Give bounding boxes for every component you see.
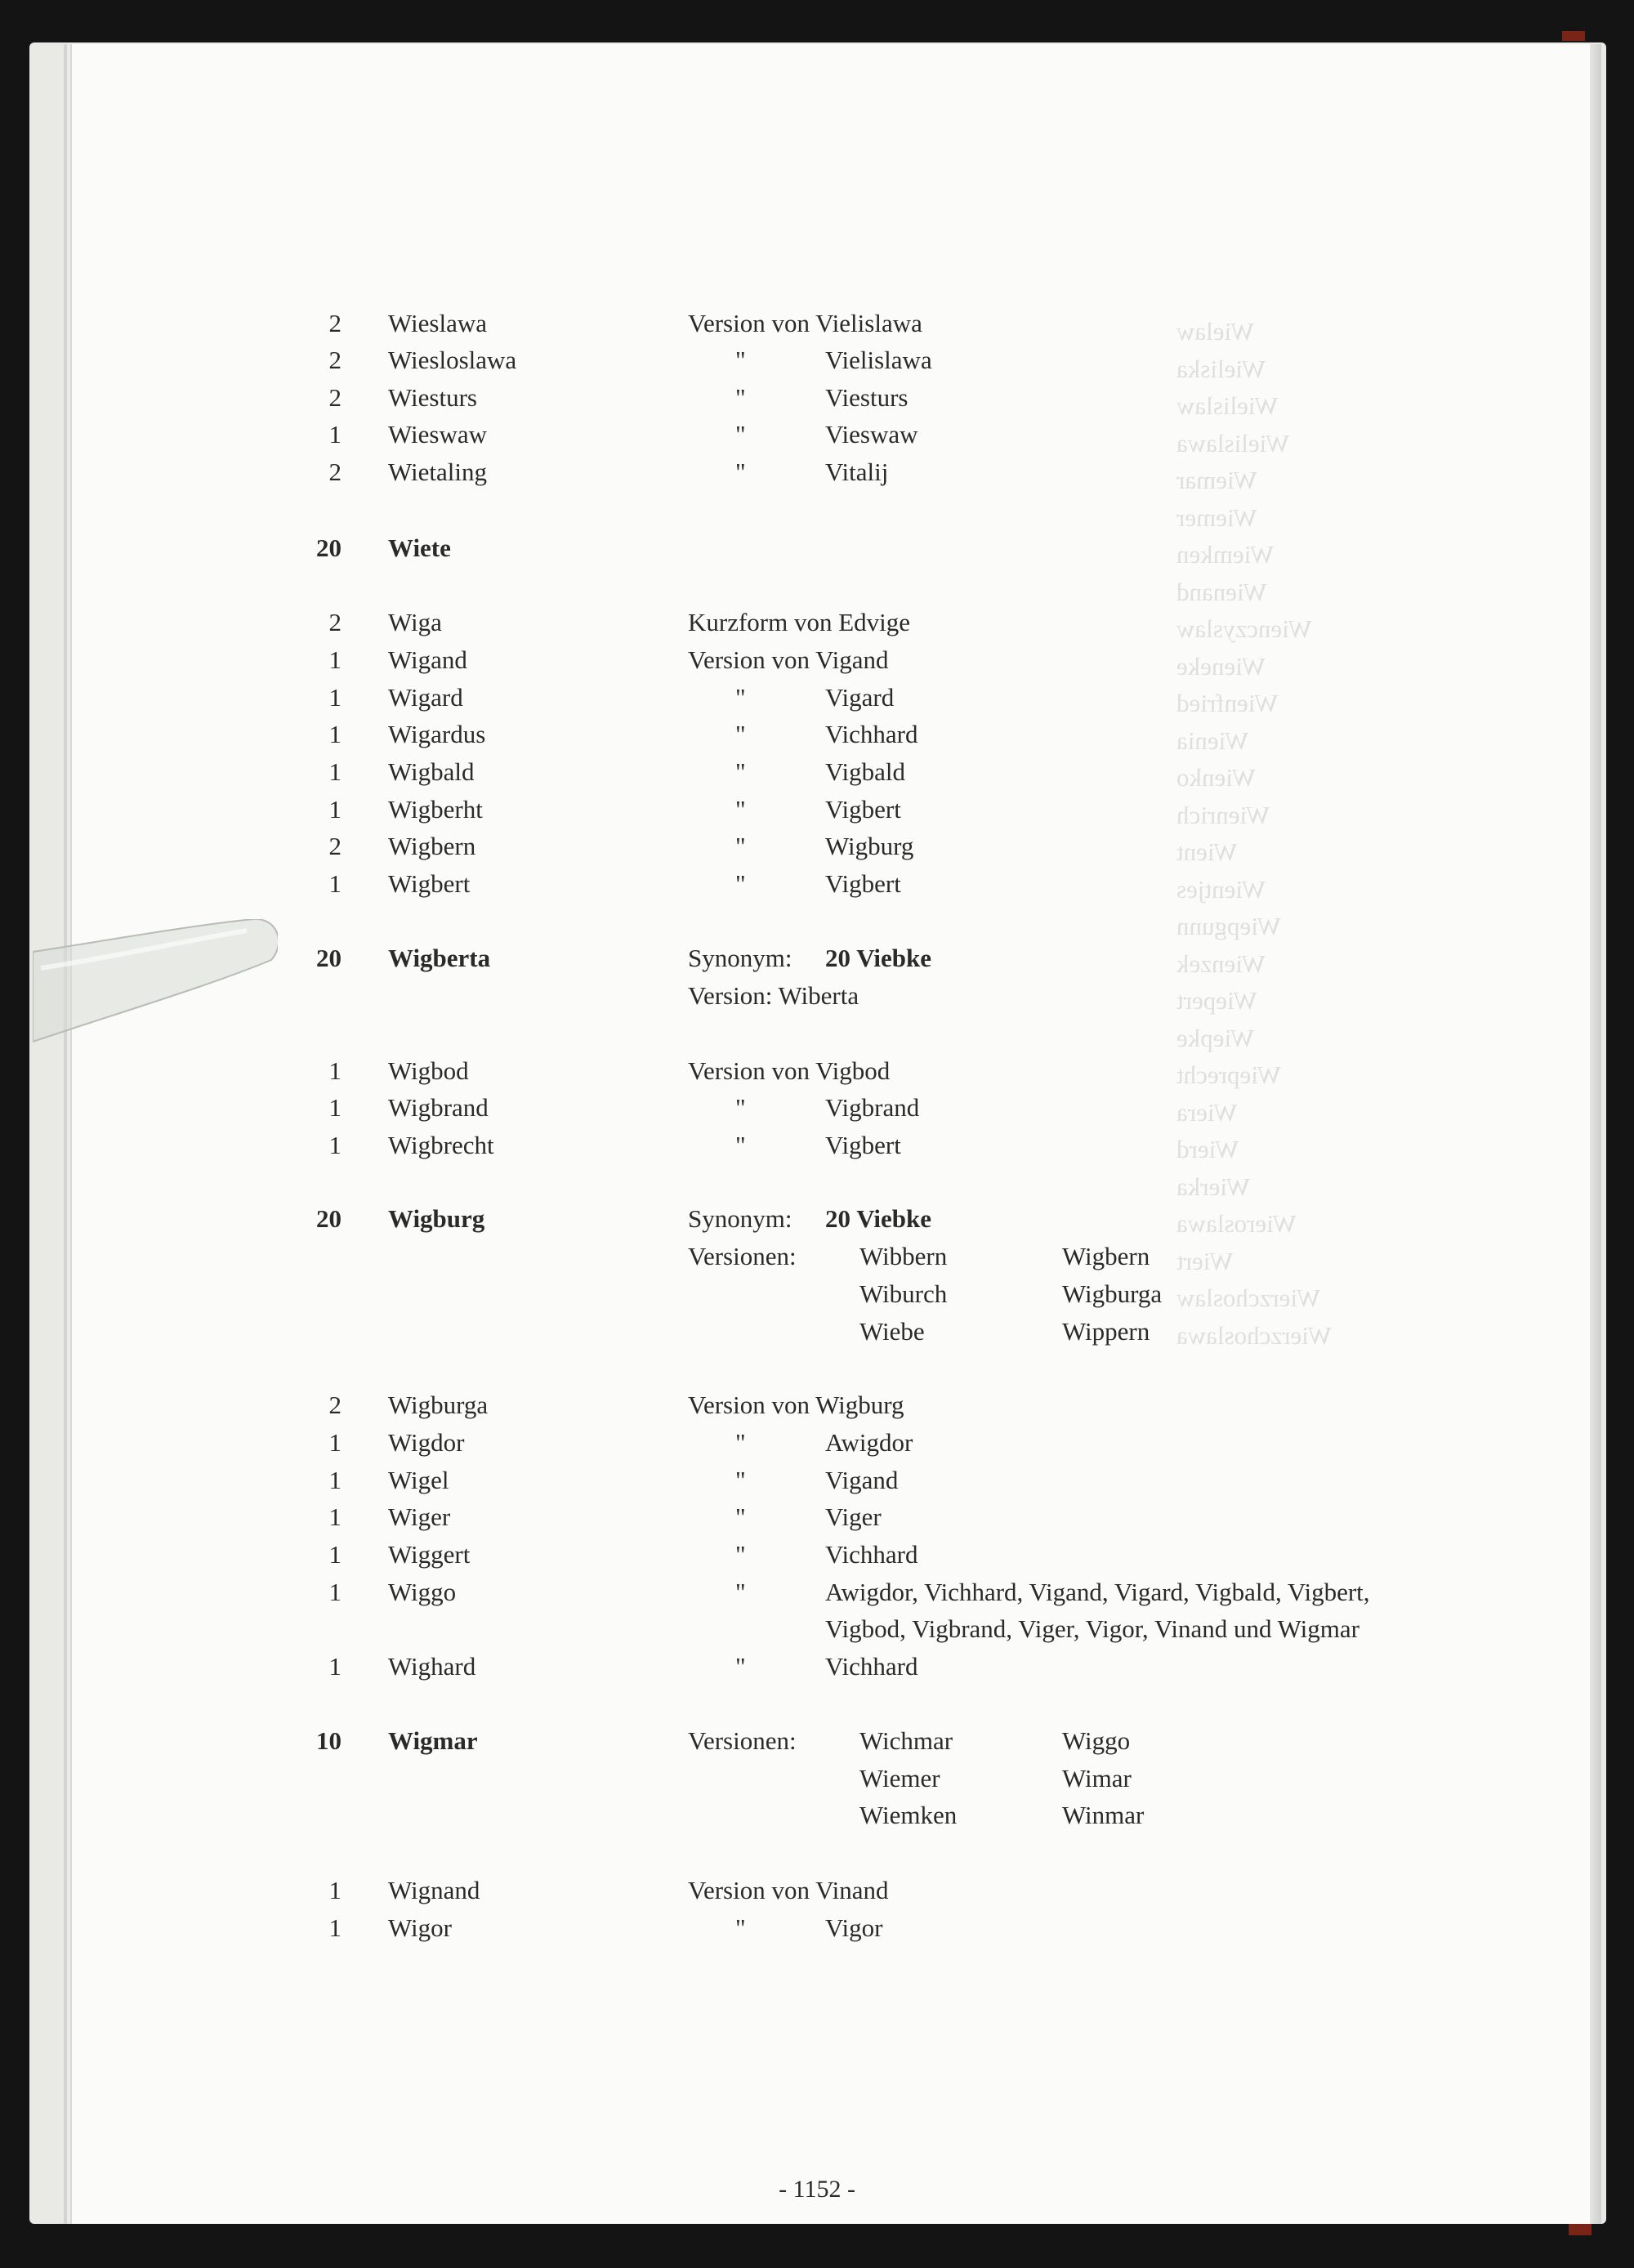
ditto-mark: "	[735, 720, 746, 748]
table-row	[0, 1873, 1634, 1909]
name-cell: Wieslawa	[388, 309, 487, 337]
ditto-mark: "	[735, 1578, 746, 1606]
reference-cell: Vichhard	[825, 720, 918, 748]
frequency-cell: 1	[328, 795, 342, 824]
table-row	[0, 1649, 1634, 1685]
frequency-cell: 1	[328, 1056, 342, 1085]
frequency-cell: 2	[328, 458, 342, 486]
table-row	[0, 1910, 1634, 1946]
frequency-cell: 1	[328, 1913, 342, 1942]
show-through-line: Wienzek	[1176, 949, 1266, 978]
table-row	[0, 1201, 1634, 1237]
frequency-cell: 1	[328, 1578, 342, 1606]
name-cell: Wiesloslawa	[388, 346, 517, 374]
name-cell: Wignand	[388, 1876, 480, 1904]
reference-cell: 20 Viebke	[825, 1204, 932, 1233]
frequency-cell: 1	[328, 1540, 342, 1569]
version-cell: Wimar	[1062, 1764, 1132, 1793]
top-edge-mark	[1562, 31, 1585, 41]
ditto-mark: "	[735, 1466, 746, 1494]
show-through-line: Wieprecht	[1176, 1060, 1281, 1089]
frequency-cell: 2	[328, 383, 342, 412]
note-cell: Version von Vielislawa	[688, 309, 922, 337]
version-cell: Wiemken	[859, 1801, 958, 1829]
name-cell: Wigbrecht	[388, 1131, 494, 1159]
name-cell: Wigand	[388, 645, 467, 674]
table-row	[0, 1053, 1634, 1089]
frequency-cell: 1	[328, 1502, 342, 1531]
frequency-cell: 1	[328, 1466, 342, 1494]
table-row	[0, 866, 1634, 902]
version-cell: Wigburga	[1062, 1279, 1163, 1308]
frequency-cell: 1	[328, 1093, 342, 1122]
frequency-cell: 2	[328, 309, 342, 337]
frequency-cell: 1	[328, 1131, 342, 1159]
frequency-cell: 1	[328, 683, 342, 712]
show-through-line: Wiera	[1176, 1097, 1238, 1127]
frequency-cell: 20	[316, 1204, 342, 1233]
name-cell: Wigardus	[388, 720, 486, 748]
table-row	[0, 1499, 1634, 1535]
name-cell: Wigberht	[388, 795, 483, 824]
show-through-line: Wienczyslaw	[1176, 614, 1312, 643]
show-through-line: Wierka	[1176, 1172, 1250, 1201]
ditto-mark: "	[735, 1913, 746, 1942]
ditto-mark: "	[735, 1093, 746, 1122]
ditto-mark: "	[735, 869, 746, 898]
name-cell: Wigor	[388, 1913, 452, 1942]
name-cell: Wigbern	[388, 832, 476, 860]
table-row	[0, 1090, 1634, 1126]
table-row	[0, 1314, 1634, 1350]
table-row	[0, 1611, 1634, 1647]
reference-cell: Vigbert	[825, 1131, 901, 1159]
note-cell: Version von Vigand	[688, 645, 889, 674]
note-cell: Synonym:	[688, 1204, 792, 1233]
name-cell: Wiggo	[388, 1578, 457, 1606]
table-row	[0, 1537, 1634, 1573]
ditto-mark: "	[735, 1502, 746, 1531]
reference-cell: Vitalij	[825, 458, 889, 486]
table-row	[0, 1723, 1634, 1759]
version-cell: Winmar	[1062, 1801, 1145, 1829]
frequency-cell: 1	[328, 1652, 342, 1681]
table-row	[0, 530, 1634, 566]
table-row	[0, 1387, 1634, 1423]
show-through-line: Wient	[1176, 837, 1238, 866]
note-cell: Version von Wigburg	[688, 1391, 904, 1419]
name-cell: Wigbald	[388, 757, 475, 786]
show-through-line: Wientjes	[1176, 874, 1266, 904]
ditto-mark: "	[735, 383, 746, 412]
bottom-edge-mark	[1569, 2224, 1592, 2235]
frequency-cell: 1	[328, 420, 342, 449]
reference-cell: Vielislawa	[825, 346, 932, 374]
note-cell: Version von Vigbod	[688, 1056, 891, 1085]
version-cell: Wibbern	[859, 1242, 948, 1270]
page-number: - 1152 -	[779, 2176, 855, 2203]
reference-cell: Wigburg	[825, 832, 914, 860]
version-cell: Wiggo	[1062, 1726, 1131, 1755]
reference-cell: Awigdor, Vichhard, Vigand, Vigard, Vigbald, Vigbert,	[825, 1578, 1370, 1606]
reference-cell: Vigbert	[825, 869, 901, 898]
frequency-cell: 20	[316, 944, 342, 972]
reference-cell: Vichhard	[825, 1540, 918, 1569]
show-through-line: Wienand	[1176, 577, 1267, 606]
version-cell: Wigbern	[1062, 1242, 1150, 1270]
plastic-bookmark	[33, 919, 278, 1050]
version-cell: Wippern	[1062, 1317, 1150, 1346]
frequency-cell: 20	[316, 534, 342, 562]
reference-cell: Vichhard	[825, 1652, 918, 1681]
table-row	[0, 1127, 1634, 1163]
ditto-mark: "	[735, 1652, 746, 1681]
note-cell: Version: Wiberta	[688, 981, 859, 1010]
frequency-cell: 2	[328, 346, 342, 374]
name-cell: Wigbod	[388, 1056, 469, 1085]
show-through-line: Wielislaw	[1176, 391, 1279, 420]
name-cell: Wigdor	[388, 1428, 465, 1457]
table-row	[0, 306, 1634, 342]
table-row	[0, 642, 1634, 678]
table-row	[0, 380, 1634, 416]
frequency-cell: 10	[316, 1726, 342, 1755]
reference-cell: Vigbald	[825, 757, 906, 786]
note-cell: Synonym:	[688, 944, 792, 972]
show-through-line: Wieliska	[1176, 354, 1266, 383]
frequency-cell: 1	[328, 1876, 342, 1904]
table-row	[0, 1574, 1634, 1610]
name-cell: Wigbrand	[388, 1093, 489, 1122]
reference-cell: 20 Viebke	[825, 944, 932, 972]
show-through-line: Wienko	[1176, 763, 1256, 792]
name-cell: Wigburg	[388, 1204, 485, 1233]
show-through-line: Wielislawa	[1176, 428, 1290, 458]
show-through-line: Wierzchoslaw	[1176, 1284, 1321, 1312]
name-cell: Wieswaw	[388, 420, 487, 449]
frequency-cell: 1	[328, 645, 342, 674]
table-row	[0, 1462, 1634, 1498]
table-row	[0, 1797, 1634, 1833]
table-row	[0, 717, 1634, 752]
reference-cell: Vigbrand	[825, 1093, 920, 1122]
show-through-line: Wiemken	[1176, 540, 1275, 569]
frequency-cell: 1	[328, 1428, 342, 1457]
show-through-line: Wiemer	[1176, 502, 1257, 532]
frequency-cell: 1	[328, 720, 342, 748]
reference-cell: Viger	[825, 1502, 882, 1531]
name-cell: Wighard	[388, 1652, 476, 1681]
table-row	[0, 828, 1634, 864]
show-through-line: Wierzchoslawa	[1176, 1320, 1332, 1350]
table-row	[0, 1239, 1634, 1275]
name-cell: Wigberta	[388, 944, 491, 972]
version-cell: Wiemer	[859, 1764, 940, 1793]
ditto-mark: "	[735, 757, 746, 786]
note-cell: Kurzform von Edvige	[688, 608, 911, 636]
show-through-line: Wiepert	[1176, 986, 1257, 1015]
reference-cell: Vigard	[825, 683, 895, 712]
ditto-mark: "	[735, 458, 746, 486]
reference-cell: Awigdor	[825, 1428, 913, 1457]
name-cell: Wigard	[388, 683, 463, 712]
ditto-mark: "	[735, 683, 746, 712]
reference-cell: Vigbert	[825, 795, 901, 824]
ditto-mark: "	[735, 795, 746, 824]
table-row	[0, 605, 1634, 641]
reference-cell: Vigbod, Vigbrand, Viger, Vigor, Vinand und Wigmar	[825, 1614, 1359, 1643]
show-through-line: Wieneke	[1176, 651, 1266, 681]
ditto-mark: "	[735, 1540, 746, 1569]
note-cell: Versionen:	[688, 1242, 797, 1270]
name-cell: Wietaling	[388, 458, 487, 486]
table-row	[0, 1276, 1634, 1312]
version-cell: Wiebe	[859, 1317, 925, 1346]
reference-cell: Vigor	[825, 1913, 883, 1942]
name-cell: Wiesturs	[388, 383, 477, 412]
show-through-line: Wiemar	[1176, 466, 1257, 494]
name-cell: Wiga	[388, 608, 442, 636]
reference-cell: Viesturs	[825, 383, 909, 412]
name-cell: Wiggert	[388, 1540, 471, 1569]
show-through-line: Wiepgunn	[1176, 912, 1281, 940]
frequency-cell: 2	[328, 1391, 342, 1419]
table-row	[0, 792, 1634, 828]
name-cell: Wigmar	[388, 1726, 478, 1755]
name-cell: Wigel	[388, 1466, 449, 1494]
ditto-mark: "	[735, 832, 746, 860]
show-through-line: Wielaw	[1176, 317, 1255, 346]
table-row	[0, 454, 1634, 490]
table-row	[0, 1425, 1634, 1461]
frequency-cell: 2	[328, 608, 342, 636]
ditto-mark: "	[735, 1428, 746, 1457]
version-cell: Wiburch	[859, 1279, 948, 1308]
name-cell: Wiete	[388, 534, 451, 562]
reference-cell: Vieswaw	[825, 420, 918, 449]
note-cell: Version von Vinand	[688, 1876, 889, 1904]
table-row	[0, 680, 1634, 716]
version-cell: Wichmar	[859, 1726, 953, 1755]
ditto-mark: "	[735, 346, 746, 374]
show-through-line: Wienrich	[1176, 800, 1270, 829]
show-through-line: Wiert	[1176, 1246, 1234, 1275]
frequency-cell: 2	[328, 832, 342, 860]
reference-cell: Vigand	[825, 1466, 899, 1494]
ditto-mark: "	[735, 1131, 746, 1159]
name-cell: Wigbert	[388, 869, 471, 898]
table-row	[0, 754, 1634, 790]
table-row	[0, 417, 1634, 453]
show-through-line: Wienia	[1176, 725, 1249, 755]
show-through-line: Wierd	[1176, 1135, 1239, 1163]
table-row	[0, 1761, 1634, 1797]
frequency-cell: 1	[328, 869, 342, 898]
ditto-mark: "	[735, 420, 746, 449]
show-through-line: Wienfried	[1176, 689, 1279, 717]
name-cell: Wiger	[388, 1502, 451, 1531]
show-through-line: Wiepke	[1176, 1023, 1255, 1052]
name-cell: Wigburga	[388, 1391, 489, 1419]
frequency-cell: 1	[328, 757, 342, 786]
show-through-line: Wieroslawa	[1176, 1209, 1297, 1238]
note-cell: Versionen:	[688, 1726, 797, 1755]
table-row	[0, 342, 1634, 378]
